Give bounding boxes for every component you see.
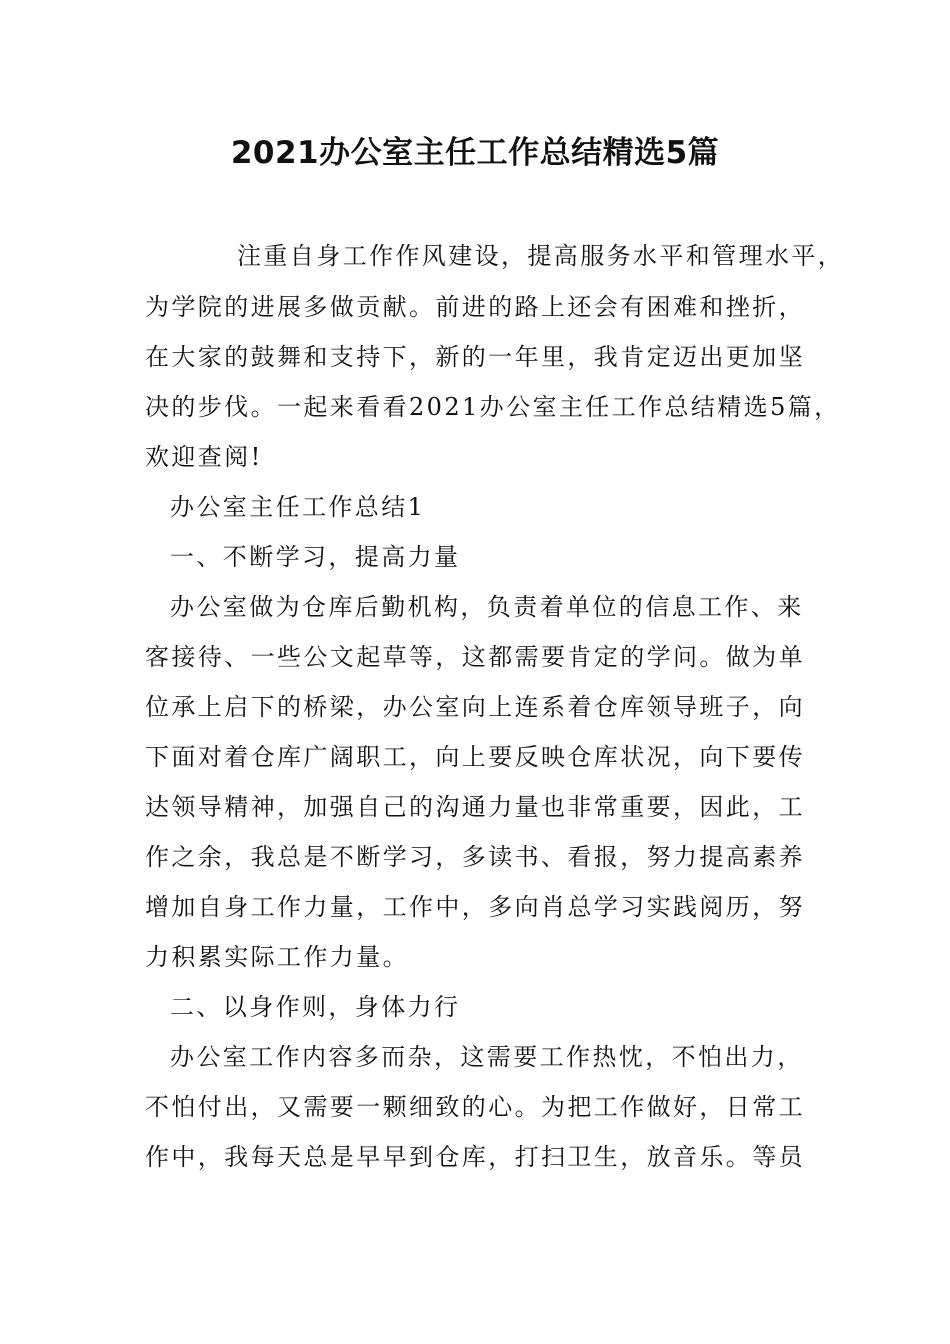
paragraph-line: 下面对着仓库广阔职工，向上要反映仓库状况，向下要传	[145, 743, 805, 771]
section-heading: 办公室主任工作总结1	[170, 493, 426, 521]
paragraph-line: 不怕付出，又需要一颗细致的心。为把工作做好，日常工	[145, 1093, 805, 1121]
paragraph-line: 客接待、一些公文起草等，这都需要肯定的学问。做为单	[145, 643, 805, 671]
section-subheading: 一、不断学习，提高力量	[170, 543, 461, 571]
paragraph-line: 注重自身工作作风建设，提高服务水平和管理水平，	[237, 242, 845, 270]
paragraph-line: 决的步伐。一起来看看2021办公室主任工作总结精选5篇，	[145, 393, 841, 421]
paragraph-line: 达领导精神，加强自己的沟通力量也非常重要，因此，工	[145, 793, 805, 821]
document-title: 2021办公室主任工作总结精选5篇	[230, 135, 720, 171]
paragraph-line: 办公室做为仓库后勤机构，负责着单位的信息工作、来	[170, 593, 804, 621]
paragraph-line: 欢迎查阅!	[145, 443, 263, 471]
paragraph-line: 为学院的进展多做贡献。前进的路上还会有困难和挫折，	[145, 293, 805, 321]
paragraph-line: 位承上启下的桥梁，办公室向上连系着仓库领导班子，向	[145, 693, 805, 721]
paragraph-line: 作中，我每天总是早早到仓库，打扫卫生，放音乐。等员	[145, 1143, 805, 1171]
section-subheading: 二、以身作则，身体力行	[170, 993, 461, 1021]
paragraph-line: 力积累实际工作力量。	[145, 943, 409, 971]
paragraph-line: 增加自身工作力量，工作中，多向肖总学习实践阅历，努	[145, 893, 805, 921]
paragraph-line: 作之余，我总是不断学习，多读书、看报，努力提高素养	[145, 843, 805, 871]
paragraph-line: 办公室工作内容多而杂，这需要工作热忱，不怕出力，	[170, 1043, 804, 1071]
paragraph-line: 在大家的鼓舞和支持下，新的一年里，我肯定迈出更加坚	[145, 343, 805, 371]
